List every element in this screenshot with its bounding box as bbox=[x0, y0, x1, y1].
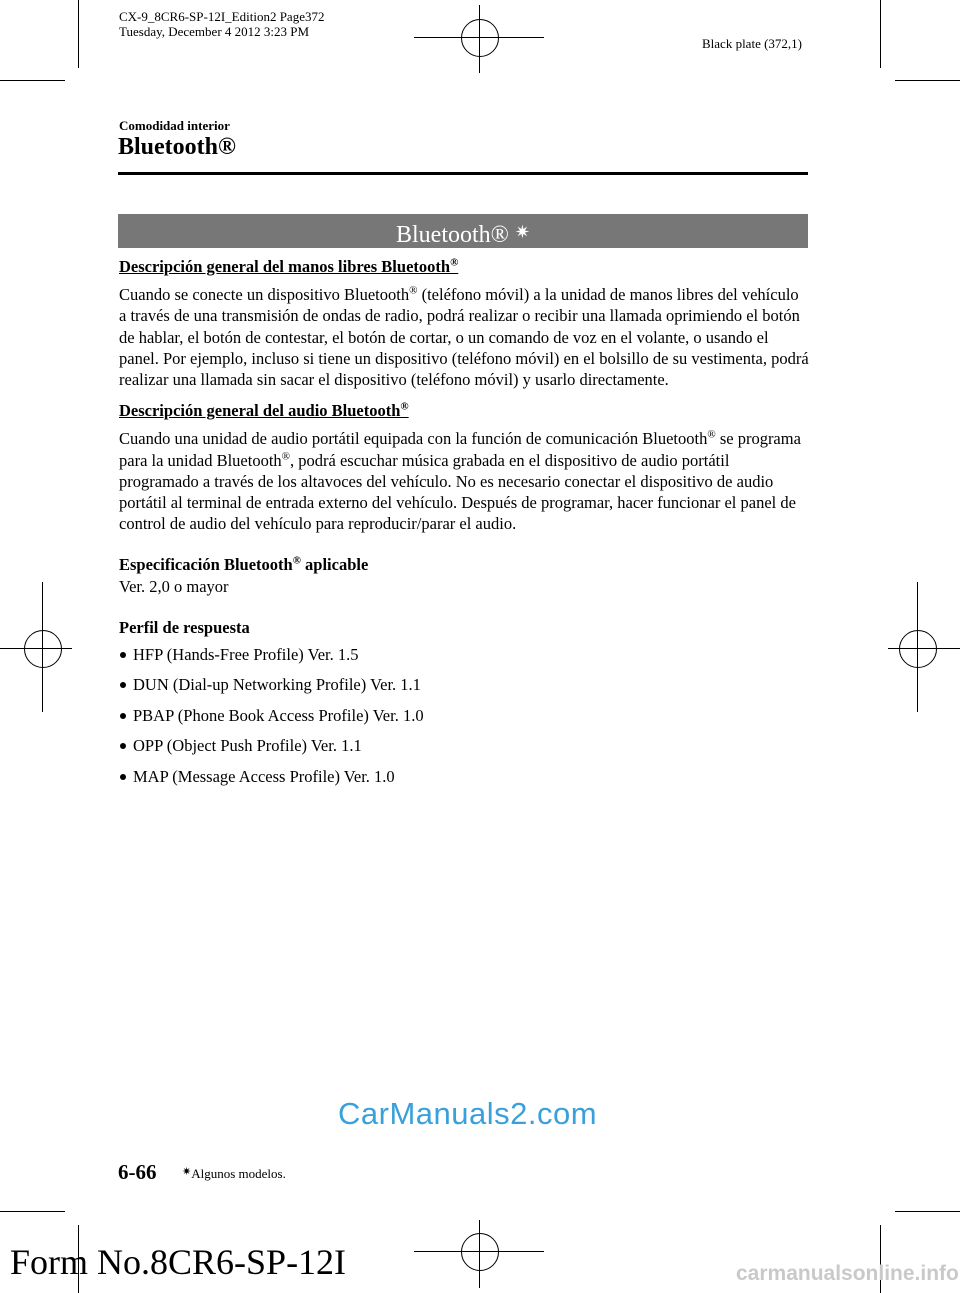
section-label: Comodidad interior bbox=[119, 118, 230, 133]
handsfree-body: Cuando se conecte un dispositivo Bluetooth® (teléfono móvil) a la unidad de manos libres del vehículo a través de una transmisión de ondas de radio, podrá realizar o recibir una llamada oprimiendo el botón de hablar, el botón de contestar, el botón de cortar, o un comando de voz en el volante, o usando el panel. Por ejemplo, incluso si tiene un dispositivo (teléfono móvil) en el bolsillo de su vestimenta, podrá realizar una llamada sin sacar el dispositivo (teléfono móvil) y usarlo directamente. bbox=[119, 284, 809, 390]
page-content bbox=[119, 256, 809, 796]
profile-heading: Perfil de respuesta bbox=[119, 617, 250, 637]
spec-heading: Especificación Bluetooth® aplicable bbox=[119, 554, 369, 575]
black-plate-label: Black plate (372,1) bbox=[702, 36, 802, 51]
list-item: MAP (Message Access Profile) Ver. 1.0 bbox=[119, 766, 809, 787]
banner-title: Bluetooth® bbox=[396, 222, 509, 248]
list-item: PBAP (Phone Book Access Profile) Ver. 1.0 bbox=[119, 705, 809, 726]
star-icon: ✷ bbox=[514, 222, 530, 242]
list-item: OPP (Object Push Profile) Ver. 1.1 bbox=[119, 735, 809, 756]
bullet-icon bbox=[120, 743, 126, 749]
bullet-icon bbox=[120, 652, 126, 658]
audio-heading: Descripción general del audio Bluetooth® bbox=[119, 400, 409, 421]
section-rule bbox=[118, 172, 808, 175]
list-item: DUN (Dial-up Networking Profile) Ver. 1.1 bbox=[119, 674, 809, 695]
print-file-line: CX-9_8CR6-SP-12I_Edition2 Page372 bbox=[119, 9, 325, 24]
spec-value: Ver. 2,0 o mayor bbox=[119, 576, 229, 596]
audio-body: Cuando una unidad de audio portátil equipada con la función de comunicación Bluetooth® se programa para la unidad Bluetooth®, podrá escuchar música grabada en el dispositivo de audio portátil programado a través de los altavoces del vehículo. No es necesario conectar el dispositivo de audio portátil al terminal de entrada externo del vehículo. Después de programar, hacer funcionar el panel de control de audio del vehículo para reproducir/parar el audio. bbox=[119, 428, 801, 534]
handsfree-heading: Descripción general del manos libres Bluetooth® bbox=[119, 256, 459, 276]
footnote: ✷Algunos modelos. bbox=[182, 1166, 286, 1181]
star-icon: ✷ bbox=[182, 1166, 192, 1178]
print-date-line: Tuesday, December 4 2012 3:23 PM bbox=[119, 24, 310, 39]
bullet-icon bbox=[120, 774, 126, 780]
carmanuals-watermark: CarManuals2.com bbox=[338, 1096, 598, 1131]
list-item: HFP (Hands-Free Profile) Ver. 1.5 bbox=[119, 644, 809, 665]
topic-banner bbox=[118, 214, 808, 248]
form-number: Form No.8CR6-SP-12I bbox=[10, 1242, 347, 1282]
bullet-icon bbox=[120, 713, 126, 719]
bullet-icon bbox=[120, 682, 126, 688]
page-number: 6-66 bbox=[118, 1160, 157, 1184]
online-watermark: carmanualsonline.info bbox=[736, 1262, 959, 1285]
section-title: Bluetooth® bbox=[118, 134, 236, 160]
profile-list bbox=[119, 644, 809, 787]
